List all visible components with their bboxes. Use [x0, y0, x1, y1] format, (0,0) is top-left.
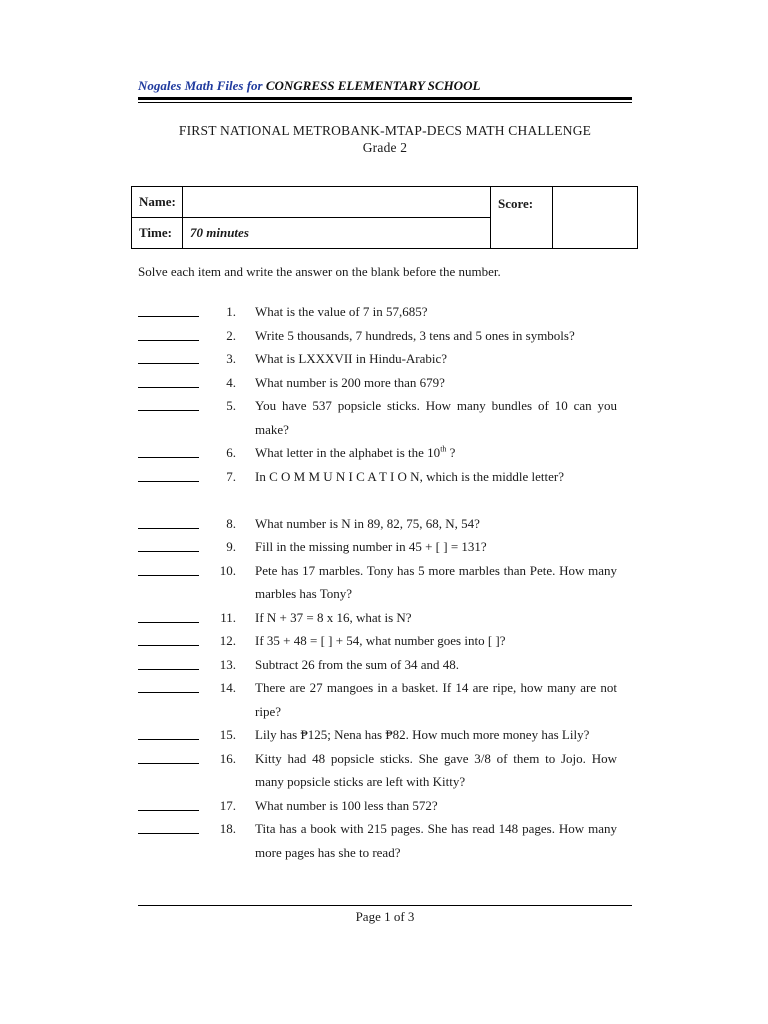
header-school: CONGRESS ELEMENTARY SCHOOL	[265, 78, 481, 93]
question-number: 9.	[226, 539, 236, 554]
answer-blank[interactable]	[138, 810, 199, 811]
answer-blank[interactable]	[138, 457, 199, 458]
time-label: Time:	[132, 218, 183, 249]
answer-blank[interactable]	[138, 316, 199, 317]
exam-grade: Grade 2	[362, 140, 408, 155]
question-text: If N + 37 = 8 x 16, what is N?	[255, 609, 412, 625]
question-text: In C O M M U N I C A T I O N, which is the middle letter?	[255, 468, 564, 484]
question-number: 15.	[219, 727, 236, 742]
question-number: 16.	[219, 750, 236, 766]
question-number: 4.	[226, 374, 236, 390]
page-number: Page 1 of 3	[355, 909, 415, 924]
question-text: What number is 100 less than 572?	[255, 797, 438, 813]
question-number: 7.	[226, 468, 236, 484]
question-text: Lily has ₱125; Nena has ₱82. How much more money has Lily?	[255, 727, 590, 742]
question-text: Write 5 thousands, 7 hundreds, 3 tens and 5 ones in symbols?	[255, 327, 575, 343]
question-text: There are 27 mangoes in a basket. If 14 are ripe, how many are not ripe?	[255, 680, 617, 719]
header-prefix: Nogales Math Files for	[138, 78, 263, 93]
answer-blank[interactable]	[138, 481, 199, 482]
answer-blank[interactable]	[138, 363, 199, 364]
question-number: 11.	[220, 609, 236, 625]
question-number: 14.	[219, 680, 236, 695]
answer-blank[interactable]	[138, 739, 199, 740]
answer-blank[interactable]	[138, 692, 199, 693]
question-number: 2.	[226, 327, 236, 343]
question-number: 6.	[226, 445, 236, 460]
question-text-main: What letter in the alphabet is the 10	[255, 445, 441, 460]
answer-blank[interactable]	[138, 622, 199, 623]
exam-title-line1: FIRST NATIONAL METROBANK-MTAP-DECS MATH CHALLENGE	[178, 123, 592, 138]
question-text: What number is N in 89, 82, 75, 68, N, 54?	[255, 515, 480, 531]
student-info-table	[131, 186, 638, 249]
question-text: Subtract 26 from the sum of 34 and 48.	[255, 656, 459, 672]
question-number: 1.	[226, 304, 236, 319]
header-rule-thin	[138, 102, 632, 103]
answer-blank[interactable]	[138, 387, 199, 388]
answer-blank[interactable]	[138, 528, 199, 529]
answer-blank[interactable]	[138, 340, 199, 341]
question-text: Fill in the missing number in 45 + [ ] = 131?	[255, 539, 487, 554]
answer-blank[interactable]	[138, 575, 199, 576]
question-number: 13.	[219, 656, 236, 672]
question-text: If 35 + 48 = [ ] + 54, what number goes into [ ]?	[255, 633, 506, 648]
question-number: 18.	[219, 821, 236, 836]
question-text: What is the value of 7 in 57,685?	[255, 304, 428, 319]
answer-blank[interactable]	[138, 833, 199, 834]
question-text: What is LXXXVII in Hindu-Arabic?	[255, 351, 448, 366]
instructions: Solve each item and write the answer on the blank before the number.	[138, 264, 501, 279]
question-number: 17.	[219, 797, 236, 813]
question-number: 5.	[226, 398, 236, 413]
question-text-end: ?	[446, 445, 456, 460]
question-number: 3.	[226, 351, 236, 366]
answer-blank[interactable]	[138, 645, 199, 646]
header-rule-thick	[138, 97, 632, 100]
question-text	[255, 441, 617, 465]
question-text: What number is 200 more than 679?	[255, 374, 445, 390]
answer-blank[interactable]	[138, 551, 199, 552]
question-text: Pete has 17 marbles. Tony has 5 more marbles than Pete. How many marbles has Tony?	[255, 562, 617, 601]
score-label: Score:	[491, 187, 553, 249]
name-field[interactable]	[183, 187, 491, 218]
question-text: Kitty had 48 popsicle sticks. She gave 3/8 of them to Jojo. How many popsicle sticks are left with Kitty?	[255, 750, 617, 789]
time-value: 70 minutes	[183, 218, 491, 249]
question-number: 12.	[219, 633, 236, 648]
answer-blank[interactable]	[138, 763, 199, 764]
question-number: 8.	[226, 515, 236, 531]
exam-title	[138, 122, 632, 156]
question-number: 10.	[219, 562, 236, 578]
answer-blank[interactable]	[138, 410, 199, 411]
score-field[interactable]	[553, 187, 638, 249]
document-header	[138, 78, 632, 94]
name-label: Name:	[132, 187, 183, 218]
question-text: Tita has a book with 215 pages. She has read 148 pages. How many more pages has she to read?	[255, 821, 617, 860]
question-text: You have 537 popsicle sticks. How many bundles of 10 can you make?	[255, 398, 617, 437]
ordinal-superscript: th	[440, 444, 447, 454]
footer-rule	[138, 905, 632, 906]
answer-blank[interactable]	[138, 669, 199, 670]
